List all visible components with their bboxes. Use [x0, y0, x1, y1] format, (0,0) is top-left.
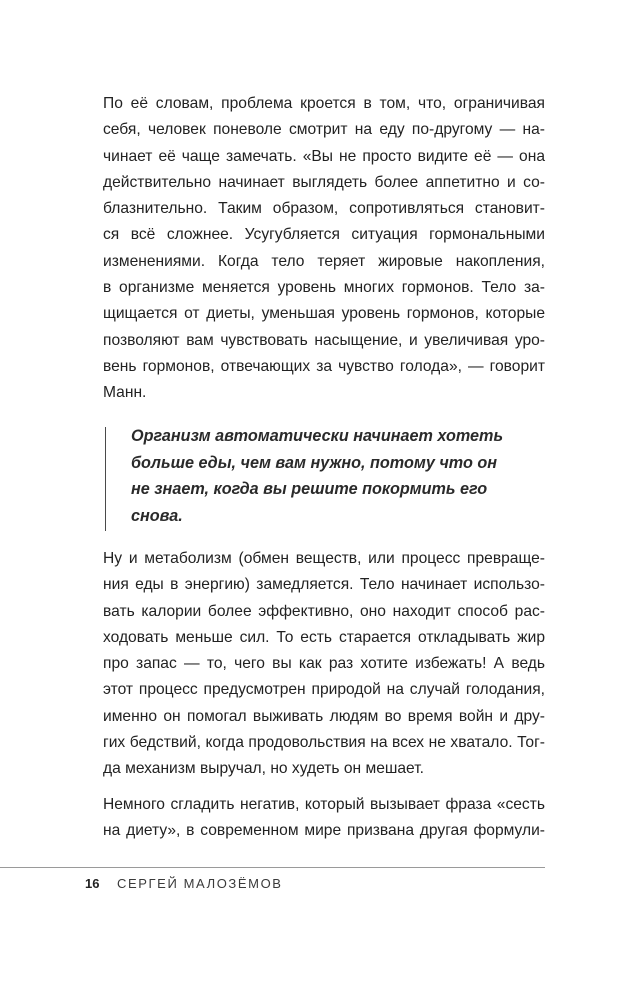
text-line: позволяют вам чувствовать насыщение, и увеличивая уро-: [103, 331, 545, 349]
text-line: ния еды в энергию) замедляется. Тело начинает использо-: [103, 576, 545, 594]
text-line: в организме меняется уровень многих гормонов. Тело за-: [103, 279, 545, 297]
body-paragraph-1: [103, 91, 545, 407]
text-line: Немного сгладить негатив, который вызывает фраза «сесть: [103, 796, 545, 813]
footer-divider: [0, 867, 545, 868]
text-line: Ну и метаболизм (обмен веществ, или процесс превраще-: [103, 550, 545, 567]
text-line: ся всё сложнее. Усугубляется ситуация гормональными: [103, 226, 545, 244]
pull-quote: [131, 423, 511, 529]
text-line: По её словам, проблема кроется в том, что, ограничивая: [103, 95, 545, 112]
text-line: Манн.: [103, 384, 147, 402]
text-line: себя, человек поневоле смотрит на еду по-другому — на-: [103, 121, 545, 139]
body-paragraph-2: [103, 546, 545, 783]
quote-line: не знает, когда вы решите покормить его: [131, 480, 488, 498]
text-line: чинает её чаще замечать. «Вы не просто видите её — она: [103, 147, 545, 165]
pull-quote-bar: [105, 427, 106, 531]
quote-line: Организм автоматически начинает хотеть: [131, 427, 504, 445]
text-line: блазнительно. Таким образом, сопротивляться становит-: [103, 200, 545, 218]
running-head-author: СЕРГЕЙ МАЛОЗЁМОВ: [117, 876, 283, 891]
quote-line: снова.: [131, 506, 183, 525]
text-line: именно он помогал выживать людям во время войн и дру-: [103, 707, 545, 725]
text-line: про запас — то, чего вы как раз хотите избежать! А ведь: [103, 655, 545, 673]
text-line: действительно начинает выглядеть более аппетитно и со-: [103, 173, 545, 191]
text-line: щищается от диеты, уменьшая уровень гормонов, которые: [103, 305, 545, 323]
quote-line: больше еды, чем вам нужно, потому что он: [131, 453, 498, 472]
text-line: вень гормонов, отвечающих за чувство голода», — говорит: [103, 357, 545, 375]
text-line: этот процесс предусмотрен природой на случай голодания,: [103, 681, 545, 699]
text-line: да механизм выручал, но худеть он мешает.: [103, 760, 424, 778]
text-line: гих бедствий, когда продовольствия на всех не хватало. Тог-: [103, 734, 545, 752]
text-line: вать калории более эффективно, оно находит способ рас-: [103, 602, 545, 620]
text-line: ходовать меньше сил. То есть старается откладывать жир: [103, 628, 545, 646]
text-line: на диету», в современном мире призвана другая формули-: [103, 822, 545, 840]
page-number: 16: [85, 876, 100, 891]
body-paragraph-3: [103, 792, 545, 845]
text-line: изменениями. Когда тело теряет жировые накопления,: [103, 252, 545, 270]
